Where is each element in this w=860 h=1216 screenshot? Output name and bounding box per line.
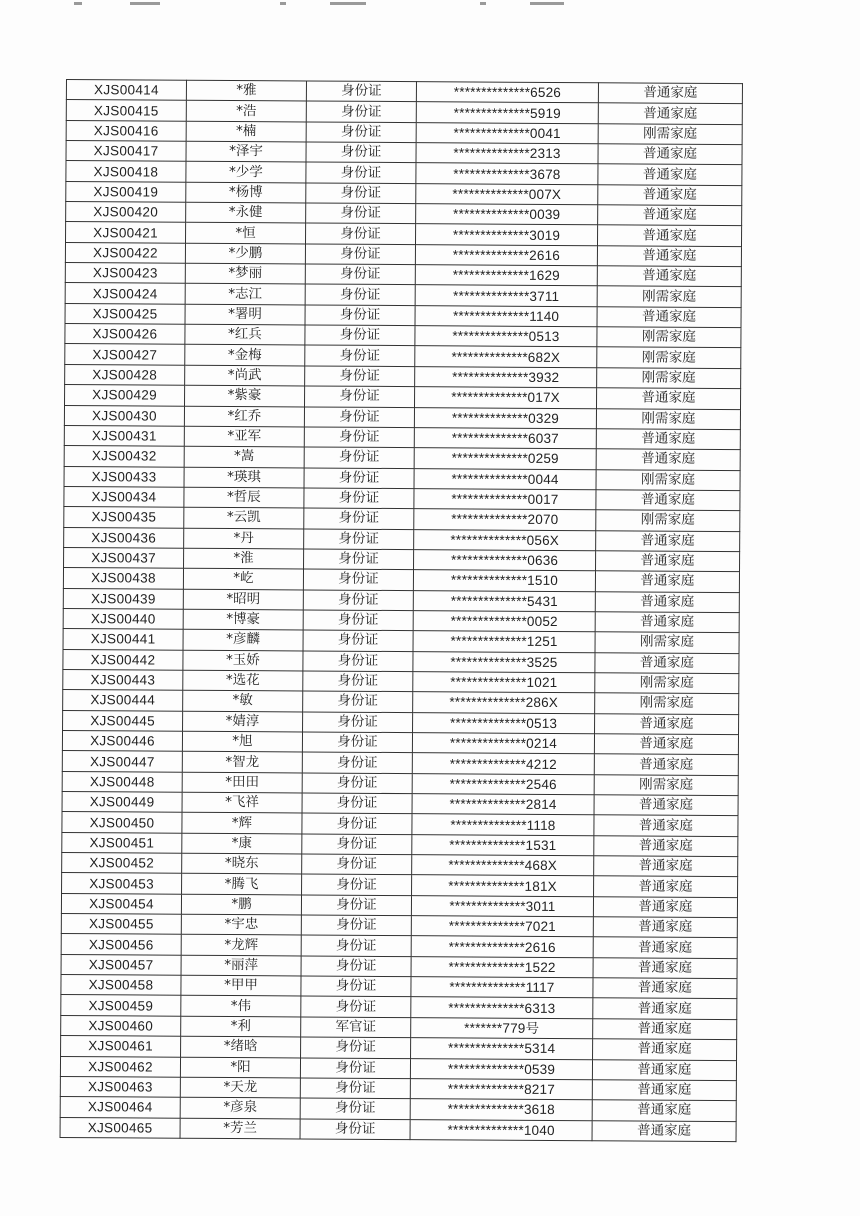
id-type-cell: 身份证 (306, 122, 416, 143)
record-id-cell: XJS00434 (64, 486, 184, 507)
record-id-cell: XJS00433 (64, 466, 184, 487)
record-id-cell: XJS00448 (62, 771, 182, 792)
id-type-cell: 身份证 (303, 671, 413, 692)
record-id-cell: XJS00453 (62, 873, 182, 894)
name-cell: *永健 (186, 202, 306, 223)
id-number-cell: **************3678 (416, 163, 598, 184)
family-type-cell: 刚需家庭 (597, 286, 741, 307)
name-cell: *署明 (185, 304, 305, 325)
id-number-cell: **************2616 (415, 244, 597, 265)
name-cell: *玉娇 (183, 650, 303, 671)
id-type-cell: 身份证 (303, 712, 413, 733)
record-id-cell: XJS00429 (65, 385, 185, 406)
record-id-cell: XJS00462 (60, 1056, 180, 1077)
family-type-cell: 普通家庭 (596, 388, 740, 409)
name-cell: *金梅 (185, 345, 305, 366)
id-number-cell: **************7021 (411, 916, 593, 937)
id-number-cell: **************3618 (410, 1099, 592, 1120)
family-type-cell: 刚需家庭 (597, 368, 741, 389)
name-cell: *泽宇 (186, 141, 306, 162)
id-number-cell: **************1522 (411, 956, 593, 977)
name-cell: *瑛琪 (184, 467, 304, 488)
id-number-cell: **************0039 (416, 204, 598, 225)
id-type-cell: 身份证 (301, 996, 411, 1017)
id-type-cell: 身份证 (300, 1118, 410, 1139)
id-number-cell: **************5919 (416, 102, 598, 123)
id-number-cell: **************1251 (413, 631, 595, 652)
name-cell: *红兵 (185, 324, 305, 345)
name-cell: *晓东 (182, 853, 302, 874)
name-cell: *康 (182, 833, 302, 854)
family-type-cell: 普通家庭 (596, 551, 740, 572)
record-id-cell: XJS00436 (64, 527, 184, 548)
family-type-cell: 普通家庭 (594, 734, 738, 755)
family-type-cell: 普通家庭 (598, 144, 742, 165)
id-number-cell: **************1531 (412, 834, 594, 855)
name-cell: *彦麟 (183, 630, 303, 651)
name-cell: *田田 (182, 772, 302, 793)
id-type-cell: 身份证 (305, 305, 415, 326)
family-type-cell: 普通家庭 (598, 184, 742, 205)
id-number-cell: **************007X (416, 183, 598, 204)
record-id-cell: XJS00451 (62, 832, 182, 853)
id-type-cell: 身份证 (300, 1057, 410, 1078)
name-cell: *恒 (186, 223, 306, 244)
record-id-cell: XJS00414 (66, 80, 186, 101)
id-type-cell: 身份证 (306, 203, 416, 224)
family-type-cell: 普通家庭 (597, 245, 741, 266)
id-type-cell: 身份证 (304, 447, 414, 468)
id-type-cell: 身份证 (301, 956, 411, 977)
record-id-cell: XJS00428 (65, 364, 185, 385)
id-number-cell: **************6526 (416, 82, 598, 103)
family-type-cell: 普通家庭 (597, 307, 741, 328)
id-type-cell: 身份证 (306, 81, 416, 102)
name-cell: *彦泉 (180, 1097, 300, 1118)
name-cell: *飞祥 (182, 792, 302, 813)
id-number-cell: **************682X (415, 346, 597, 367)
id-type-cell: 身份证 (302, 854, 412, 875)
id-type-cell: 身份证 (300, 1098, 410, 1119)
id-number-cell: **************5431 (413, 590, 595, 611)
id-type-cell: 身份证 (301, 935, 411, 956)
id-number-cell: **************0052 (413, 611, 595, 632)
id-number-cell: **************181X (412, 875, 594, 896)
id-type-cell: 身份证 (304, 467, 414, 488)
family-type-cell: 普通家庭 (593, 998, 737, 1019)
record-id-cell: XJS00457 (61, 954, 181, 975)
record-id-cell: XJS00461 (61, 1036, 181, 1057)
record-id-cell: XJS00464 (60, 1097, 180, 1118)
id-type-cell: 身份证 (305, 325, 415, 346)
name-cell: *甲甲 (181, 975, 301, 996)
family-type-cell: 刚需家庭 (596, 469, 740, 490)
family-type-cell: 普通家庭 (593, 937, 737, 958)
record-id-cell: XJS00423 (65, 263, 185, 284)
family-type-cell: 普通家庭 (595, 612, 739, 633)
id-type-cell: 身份证 (304, 488, 414, 509)
id-type-cell: 身份证 (305, 366, 415, 387)
id-number-cell: **************0539 (410, 1058, 592, 1079)
name-cell: *利 (181, 1016, 301, 1037)
record-id-cell: XJS00449 (62, 792, 182, 813)
id-number-cell: **************0329 (414, 407, 596, 428)
name-cell: *鹏 (181, 894, 301, 915)
family-type-cell: 普通家庭 (594, 835, 738, 856)
family-type-cell: 普通家庭 (592, 1100, 736, 1121)
id-type-cell: 身份证 (303, 590, 413, 611)
name-cell: *阳 (180, 1057, 300, 1078)
name-cell: *辉 (182, 813, 302, 834)
record-id-cell: XJS00431 (64, 425, 184, 446)
id-number-cell: **************286X (413, 692, 595, 713)
family-type-cell: 普通家庭 (594, 856, 738, 877)
record-id-cell: XJS00439 (63, 588, 183, 609)
id-number-cell: *******779号 (411, 1017, 593, 1038)
table-body (60, 80, 742, 1142)
record-id-cell: XJS00430 (64, 405, 184, 426)
id-number-cell: **************1117 (411, 977, 593, 998)
record-id-cell: XJS00445 (63, 710, 183, 731)
record-id-cell: XJS00446 (62, 730, 182, 751)
id-number-cell: **************1118 (412, 814, 594, 835)
record-id-cell: XJS00424 (65, 283, 185, 304)
record-id-cell: XJS00463 (60, 1076, 180, 1097)
id-number-cell: **************2546 (412, 773, 594, 794)
record-id-cell: XJS00443 (63, 669, 183, 690)
id-type-cell: 身份证 (305, 264, 415, 285)
family-type-cell: 普通家庭 (598, 103, 742, 124)
record-id-cell: XJS00435 (64, 507, 184, 528)
id-type-cell: 身份证 (305, 345, 415, 366)
record-id-cell: XJS00465 (60, 1117, 180, 1138)
id-number-cell: **************1140 (415, 305, 597, 326)
record-id-cell: XJS00455 (61, 914, 181, 935)
id-type-cell: 身份证 (302, 874, 412, 895)
name-cell: *伟 (181, 996, 301, 1017)
record-id-cell: XJS00459 (61, 995, 181, 1016)
name-cell: *选花 (183, 670, 303, 691)
id-type-cell: 身份证 (304, 549, 414, 570)
name-cell: *绪晗 (181, 1036, 301, 1057)
id-number-cell: **************017X (415, 387, 597, 408)
id-type-cell: 身份证 (305, 223, 415, 244)
record-id-cell: XJS00419 (66, 181, 186, 202)
id-type-cell: 身份证 (302, 793, 412, 814)
family-type-cell: 普通家庭 (592, 1059, 736, 1080)
id-type-cell: 身份证 (304, 508, 414, 529)
family-type-cell: 刚需家庭 (594, 774, 738, 795)
record-id-cell: XJS00418 (66, 161, 186, 182)
name-cell: *志江 (185, 284, 305, 305)
id-number-cell: **************0513 (415, 326, 597, 347)
id-type-cell: 军官证 (301, 1017, 411, 1038)
id-number-cell: **************3711 (415, 285, 597, 306)
id-type-cell: 身份证 (303, 630, 413, 651)
record-id-cell: XJS00422 (65, 242, 185, 263)
family-type-cell: 刚需家庭 (597, 327, 741, 348)
id-type-cell: 身份证 (301, 1037, 411, 1058)
family-type-cell: 刚需家庭 (595, 693, 739, 714)
family-type-cell: 普通家庭 (593, 896, 737, 917)
id-number-cell: **************0513 (413, 712, 595, 733)
family-type-cell: 普通家庭 (596, 530, 740, 551)
id-number-cell: **************3932 (415, 366, 597, 387)
family-type-cell: 普通家庭 (595, 591, 739, 612)
name-cell: *亚军 (184, 426, 304, 447)
name-cell: *雅 (186, 80, 306, 101)
name-cell: *丽萍 (181, 955, 301, 976)
id-type-cell: 身份证 (300, 1078, 410, 1099)
id-type-cell: 身份证 (301, 915, 411, 936)
record-id-cell: XJS00437 (64, 547, 184, 568)
record-id-cell: XJS00447 (62, 751, 182, 772)
record-id-cell: XJS00440 (63, 608, 183, 629)
record-id-cell: XJS00450 (62, 812, 182, 833)
family-type-cell: 普通家庭 (596, 490, 740, 511)
id-type-cell: 身份证 (302, 732, 412, 753)
name-cell: *敏 (183, 691, 303, 712)
id-type-cell: 身份证 (302, 834, 412, 855)
id-number-cell: **************0259 (414, 448, 596, 469)
id-type-cell: 身份证 (304, 427, 414, 448)
document-page (60, 79, 742, 1142)
family-type-cell: 普通家庭 (593, 958, 737, 979)
id-type-cell: 身份证 (305, 284, 415, 305)
id-number-cell: **************1040 (410, 1119, 592, 1140)
family-type-cell: 普通家庭 (593, 917, 737, 938)
id-type-cell: 身份证 (302, 813, 412, 834)
family-type-cell: 刚需家庭 (596, 408, 740, 429)
record-id-cell: XJS00452 (62, 853, 182, 874)
record-id-cell: XJS00456 (61, 934, 181, 955)
id-number-cell: **************468X (412, 855, 594, 876)
record-id-cell: XJS00432 (64, 446, 184, 467)
name-cell: *少鹏 (185, 243, 305, 264)
family-type-cell: 普通家庭 (593, 978, 737, 999)
name-cell: *嵩 (184, 446, 304, 467)
id-type-cell: 身份证 (303, 651, 413, 672)
id-type-cell: 身份证 (304, 406, 414, 427)
record-id-cell: XJS00438 (63, 568, 183, 589)
id-number-cell: **************3011 (411, 895, 593, 916)
name-cell: *丹 (184, 528, 304, 549)
family-type-cell: 普通家庭 (596, 429, 740, 450)
record-id-cell: XJS00460 (61, 1015, 181, 1036)
id-number-cell: **************6313 (411, 997, 593, 1018)
name-cell: *宇忠 (181, 914, 301, 935)
family-type-cell: 普通家庭 (594, 815, 738, 836)
id-type-cell: 身份证 (303, 610, 413, 631)
id-number-cell: **************4212 (412, 753, 594, 774)
family-type-cell: 普通家庭 (593, 1039, 737, 1060)
family-type-cell: 普通家庭 (598, 83, 742, 104)
id-type-cell: 身份证 (303, 691, 413, 712)
family-type-cell: 普通家庭 (592, 1120, 736, 1141)
family-type-cell: 刚需家庭 (595, 632, 739, 653)
family-type-cell: 普通家庭 (592, 1080, 736, 1101)
family-type-cell: 普通家庭 (596, 449, 740, 470)
id-number-cell: **************2616 (411, 936, 593, 957)
id-number-cell: **************3019 (415, 224, 597, 245)
id-type-cell: 身份证 (301, 895, 411, 916)
family-type-cell: 普通家庭 (598, 164, 742, 185)
scan-artifacts (60, 0, 620, 10)
record-id-cell: XJS00426 (65, 324, 185, 345)
name-cell: *博豪 (183, 609, 303, 630)
family-type-cell: 刚需家庭 (598, 123, 742, 144)
family-type-cell: 刚需家庭 (595, 673, 739, 694)
record-id-cell: XJS00416 (66, 120, 186, 141)
name-cell: *腾飞 (182, 874, 302, 895)
table-row (60, 1117, 736, 1141)
record-id-cell: XJS00415 (66, 100, 186, 121)
id-type-cell: 身份证 (306, 101, 416, 122)
family-type-cell: 刚需家庭 (597, 347, 741, 368)
id-number-cell: **************3525 (413, 651, 595, 672)
id-number-cell: **************2313 (416, 143, 598, 164)
id-type-cell: 身份证 (306, 183, 416, 204)
name-cell: *婧淳 (183, 711, 303, 732)
family-type-cell: 普通家庭 (594, 754, 738, 775)
id-type-cell: 身份证 (302, 752, 412, 773)
id-type-cell: 身份证 (301, 976, 411, 997)
family-type-cell: 普通家庭 (595, 652, 739, 673)
name-cell: *梦丽 (185, 263, 305, 284)
record-id-cell: XJS00441 (63, 629, 183, 650)
id-number-cell: **************1629 (415, 265, 597, 286)
family-type-cell: 普通家庭 (594, 876, 738, 897)
name-cell: *龙辉 (181, 935, 301, 956)
family-type-cell: 普通家庭 (594, 795, 738, 816)
name-cell: *旭 (182, 731, 302, 752)
record-id-cell: XJS00442 (63, 649, 183, 670)
record-id-cell: XJS00417 (66, 141, 186, 162)
id-type-cell: 身份证 (305, 386, 415, 407)
id-number-cell: **************0017 (414, 489, 596, 510)
id-number-cell: **************2814 (412, 794, 594, 815)
record-id-cell: XJS00444 (63, 690, 183, 711)
id-type-cell: 身份证 (304, 529, 414, 550)
name-cell: *哲辰 (184, 487, 304, 508)
id-type-cell: 身份证 (303, 569, 413, 590)
family-type-cell: 普通家庭 (598, 205, 742, 226)
record-id-cell: XJS00454 (61, 893, 181, 914)
id-number-cell: **************1021 (413, 672, 595, 693)
id-type-cell: 身份证 (302, 773, 412, 794)
id-number-cell: **************1510 (413, 570, 595, 591)
name-cell: *智龙 (182, 752, 302, 773)
id-type-cell: 身份证 (306, 142, 416, 163)
name-cell: *浩 (186, 101, 306, 122)
record-id-cell: XJS00420 (66, 202, 186, 223)
record-id-cell: XJS00427 (65, 344, 185, 365)
name-cell: *天龙 (180, 1077, 300, 1098)
family-type-cell: 普通家庭 (595, 713, 739, 734)
id-type-cell: 身份证 (305, 244, 415, 265)
applicant-table (60, 79, 743, 1142)
id-number-cell: **************0041 (416, 122, 598, 143)
name-cell: *楠 (186, 121, 306, 142)
name-cell: *少学 (186, 162, 306, 183)
id-number-cell: **************0214 (412, 733, 594, 754)
name-cell: *昭明 (183, 589, 303, 610)
record-id-cell: XJS00425 (65, 303, 185, 324)
name-cell: *云凯 (184, 507, 304, 528)
name-cell: *尚武 (185, 365, 305, 386)
name-cell: *紫豪 (185, 385, 305, 406)
name-cell: *芳兰 (180, 1118, 300, 1139)
family-type-cell: 普通家庭 (597, 225, 741, 246)
name-cell: *红乔 (184, 406, 304, 427)
id-number-cell: **************5314 (411, 1038, 593, 1059)
family-type-cell: 普通家庭 (593, 1019, 737, 1040)
id-number-cell: **************0044 (414, 468, 596, 489)
id-number-cell: **************8217 (410, 1078, 592, 1099)
id-number-cell: **************6037 (414, 427, 596, 448)
name-cell: *淮 (184, 548, 304, 569)
family-type-cell: 普通家庭 (597, 266, 741, 287)
id-type-cell: 身份证 (306, 162, 416, 183)
record-id-cell: XJS00458 (61, 975, 181, 996)
id-number-cell: **************0636 (414, 550, 596, 571)
id-number-cell: **************2070 (414, 509, 596, 530)
family-type-cell: 刚需家庭 (596, 510, 740, 531)
id-number-cell: **************056X (414, 529, 596, 550)
name-cell: *屹 (183, 568, 303, 589)
name-cell: *杨博 (186, 182, 306, 203)
family-type-cell: 普通家庭 (595, 571, 739, 592)
record-id-cell: XJS00421 (66, 222, 186, 243)
